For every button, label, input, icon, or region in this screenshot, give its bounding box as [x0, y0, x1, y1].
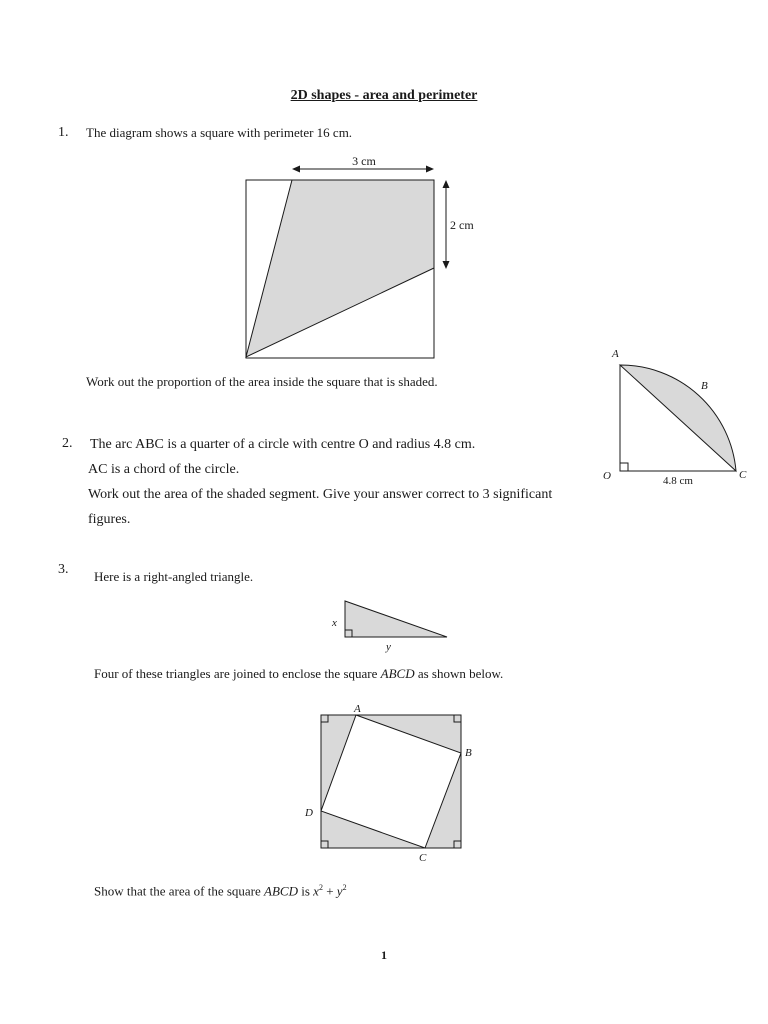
q3-label-d: D [305, 807, 313, 819]
q2-label-c: C [739, 469, 747, 481]
q2-shaded-segment [620, 365, 736, 471]
q3-show-abcd: ABCD [264, 883, 298, 899]
q3-show-text [94, 883, 347, 899]
q2-quarter-circle-diagram [598, 345, 758, 495]
q1-square-diagram [236, 150, 496, 365]
q2-label-radius: 4.8 cm [663, 475, 693, 487]
q3-label-c: C [419, 852, 427, 864]
q1-side-arrowhead-top [443, 180, 450, 188]
q1-side-arrowhead-bottom [443, 261, 450, 269]
q3-label-y: y [386, 641, 391, 653]
q3-square-abcd-diagram [300, 698, 480, 868]
q1-number: 1. [58, 125, 69, 140]
q2-text [90, 432, 552, 532]
q3-triangle-diagram [326, 596, 456, 656]
q2-number: 2. [62, 436, 73, 451]
q3-label-x: x [332, 617, 337, 629]
q2-label-a: A [612, 348, 619, 360]
q2-line-1: The arc ABC is a quarter of a circle with centre O and radius 4.8 cm. [90, 437, 476, 452]
q3-middle-pre: Four of these triangles are joined to enclose the square [94, 666, 381, 681]
q2-line-3: Work out the area of the shaded segment. Give your answer correct to 3 significant [88, 487, 553, 502]
q3-show-pre: Show that the area of the square [94, 883, 265, 899]
q2-line-2: AC is a chord of the circle. [88, 462, 240, 477]
q1-top-arrowhead-left [292, 166, 300, 173]
q1-intro: The diagram shows a square with perimeter 16 cm. [86, 125, 353, 140]
q2-line-4: figures. [88, 512, 131, 527]
q3-show-mid: is [297, 883, 314, 899]
q3-show-sup2: 2 [342, 883, 347, 892]
page-number: 1 [381, 948, 387, 962]
q2-label-o: O [603, 470, 611, 482]
q3-intro: Here is a right-angled triangle. [94, 569, 254, 584]
q2-label-b: B [701, 380, 708, 392]
q1-top-arrowhead-right [426, 166, 434, 173]
q1-label-top: 3 cm [352, 154, 376, 168]
q1-label-side: 2 cm [450, 218, 474, 232]
q3-show-plus: + [322, 883, 337, 899]
q3-right-triangle [345, 601, 447, 637]
q3-middle-abcd: ABCD [380, 666, 415, 681]
q2-right-angle-mark [620, 463, 628, 471]
q3-show-sup1: 2 [318, 883, 323, 892]
q3-middle-text [94, 666, 503, 682]
page-title: 2D shapes - area and perimeter [290, 88, 478, 103]
q3-number: 3. [58, 562, 69, 577]
q3-label-a: A [354, 703, 361, 715]
q3-show-y: y [336, 883, 343, 899]
q3-label-b: B [465, 747, 472, 759]
q3-middle-post: as shown below. [414, 666, 504, 681]
q3-show-x: x [313, 883, 319, 899]
q1-question: Work out the proportion of the area inside the square that is shaded. [86, 374, 438, 389]
